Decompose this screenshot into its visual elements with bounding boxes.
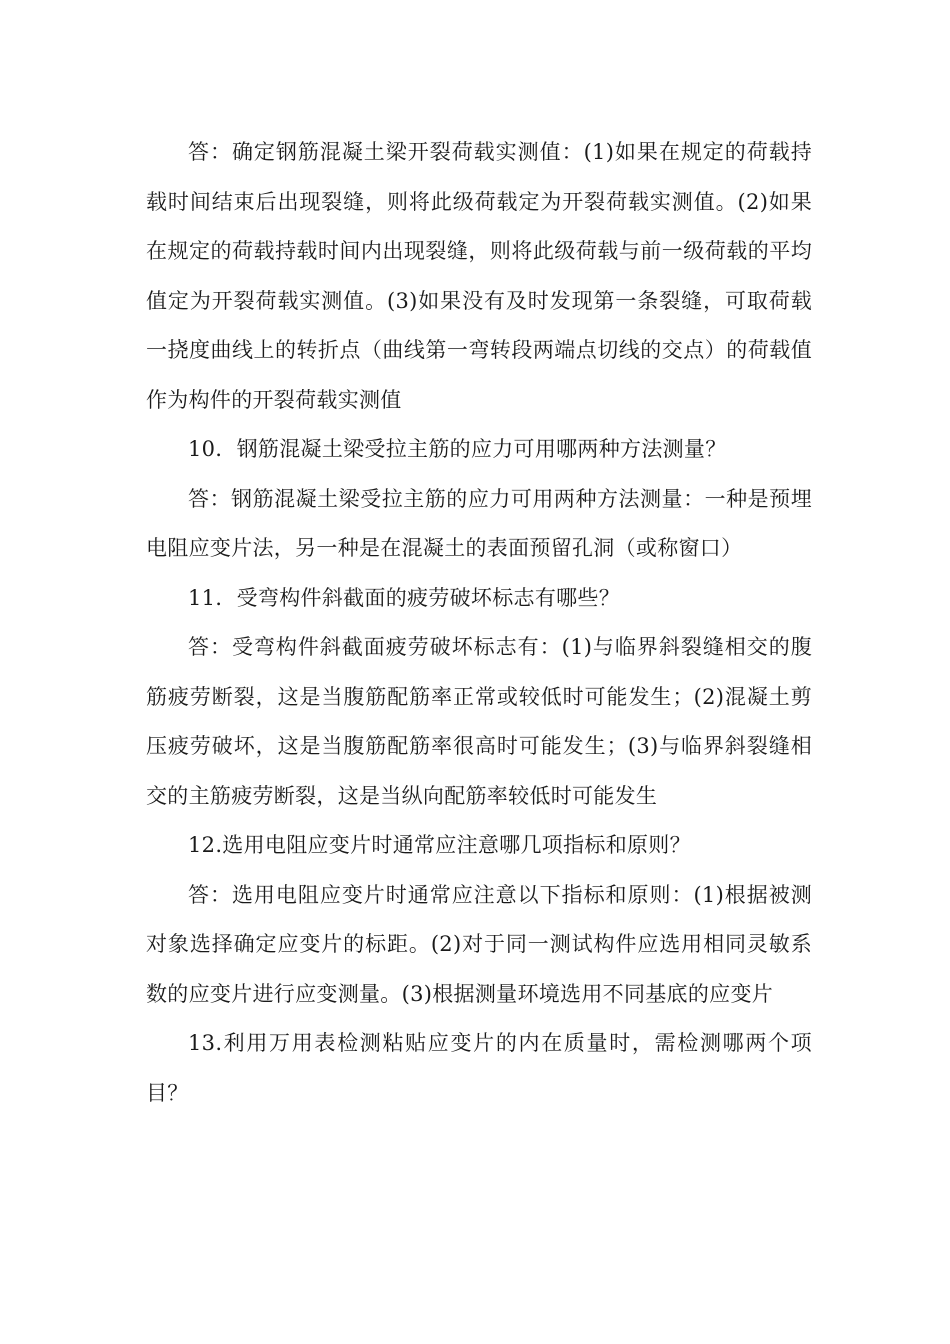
- answer-paragraph: 答：选用电阻应变片时通常应注意以下指标和原则：(1)根据被测对象选择确定应变片的标距。(2)对于同一测试构件应选用相同灵敏系数的应变片进行应变测量。(3)根据测量环境选用不同基底的应变片: [146, 882, 812, 1006]
- answer-paragraph: 答：确定钢筋混凝土梁开裂荷载实测值：(1)如果在规定的荷载持载时间结束后出现裂缝，则将此级荷载定为开裂荷载实测值。(2)如果在规定的荷载持载时间内出现裂缝，则将此级荷载与前一级荷载的平均值定为开裂荷载实测值。(3)如果没有及时发现第一条裂缝，可取荷载一挠度曲线上的转折点（曲线第一弯转段两端点切线的交点）的荷载值作为构件的开裂荷载实测值: [146, 140, 812, 412]
- question-paragraph: 13.利用万用表检测粘贴应变片的内在质量时，需检测哪两个项目？: [146, 1031, 812, 1105]
- question-paragraph: 11．受弯构件斜截面的疲劳破坏标志有哪些？: [188, 585, 621, 610]
- answer-paragraph: 答：钢筋混凝土梁受拉主筋的应力可用两种方法测量：一种是预埋电阻应变片法，另一种是在混凝土的表面预留孔洞（或称窗口）: [146, 486, 812, 560]
- question-paragraph: 10．钢筋混凝土梁受拉主筋的应力可用哪两种方法测量？: [188, 437, 727, 461]
- question-paragraph: 12.选用电阻应变片时通常应注意哪几项指标和原则？: [188, 833, 691, 857]
- answer-paragraph: 答：受弯构件斜截面疲劳破坏标志有：(1)与临界斜裂缝相交的腹筋疲劳断裂，这是当腹筋配筋率正常或较低时可能发生；(2)混凝土剪压疲劳破坏，这是当腹筋配筋率很高时可能发生；(3)与临界斜裂缝相交的主筋疲劳断裂，这是当纵向配筋率较低时可能发生: [146, 635, 812, 808]
- document-page: [146, 128, 812, 1118]
